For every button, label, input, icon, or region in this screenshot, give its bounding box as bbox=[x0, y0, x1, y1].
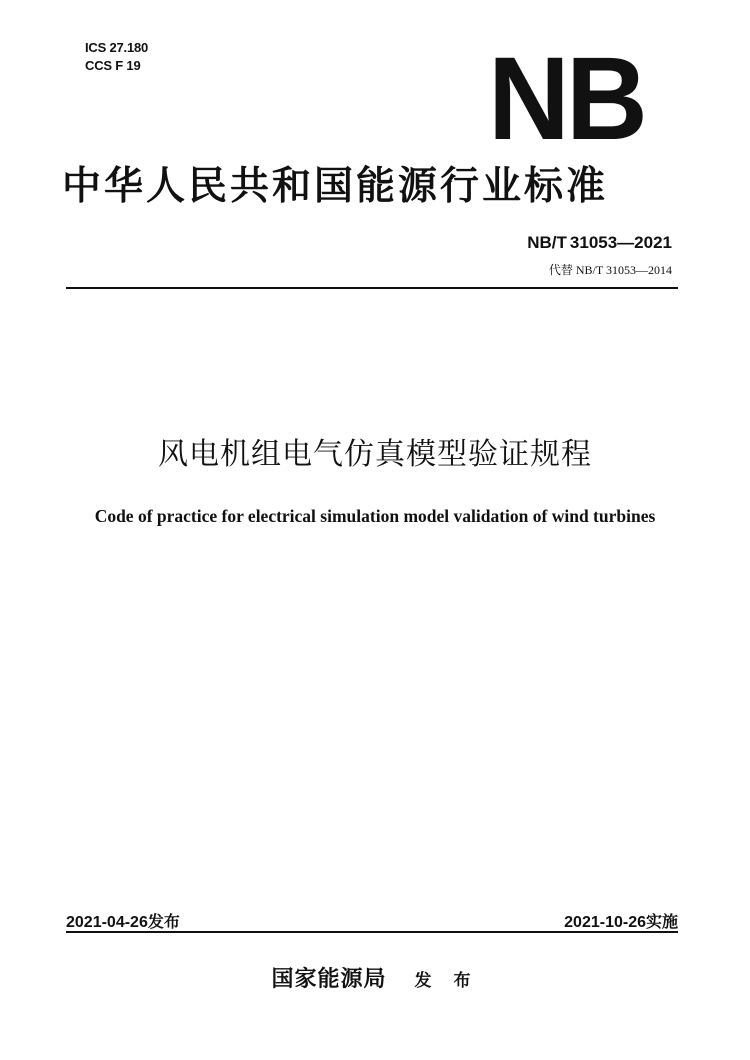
issuer-line bbox=[0, 962, 750, 993]
standard-code: 31053—2021 bbox=[569, 233, 672, 252]
issuer-name: 国家能源局 bbox=[271, 967, 387, 992]
issuer-action: 发 布 bbox=[414, 971, 479, 991]
nb-logo: NB bbox=[488, 33, 644, 165]
replaces-standard: 代替 NB/T 31053—2014 bbox=[548, 263, 672, 277]
top-divider bbox=[66, 287, 678, 289]
standard-prefix: NB/T bbox=[527, 233, 567, 252]
issue-date: 2021-04-26发布 bbox=[66, 914, 180, 931]
ccs-code: CCS F 19 bbox=[85, 58, 141, 73]
title-english: Code of practice for electrical simulation model validation of wind turbines bbox=[94, 506, 656, 526]
ics-code: ICS 27.180 bbox=[85, 40, 149, 55]
title-chinese: 风电机组电气仿真模型验证规程 bbox=[158, 437, 592, 472]
standard-number bbox=[527, 233, 672, 253]
bottom-divider bbox=[66, 931, 678, 933]
standard-authority-heading: 中华人民共和国能源行业标准 bbox=[62, 164, 609, 209]
implementation-date: 2021-10-26实施 bbox=[564, 914, 678, 931]
